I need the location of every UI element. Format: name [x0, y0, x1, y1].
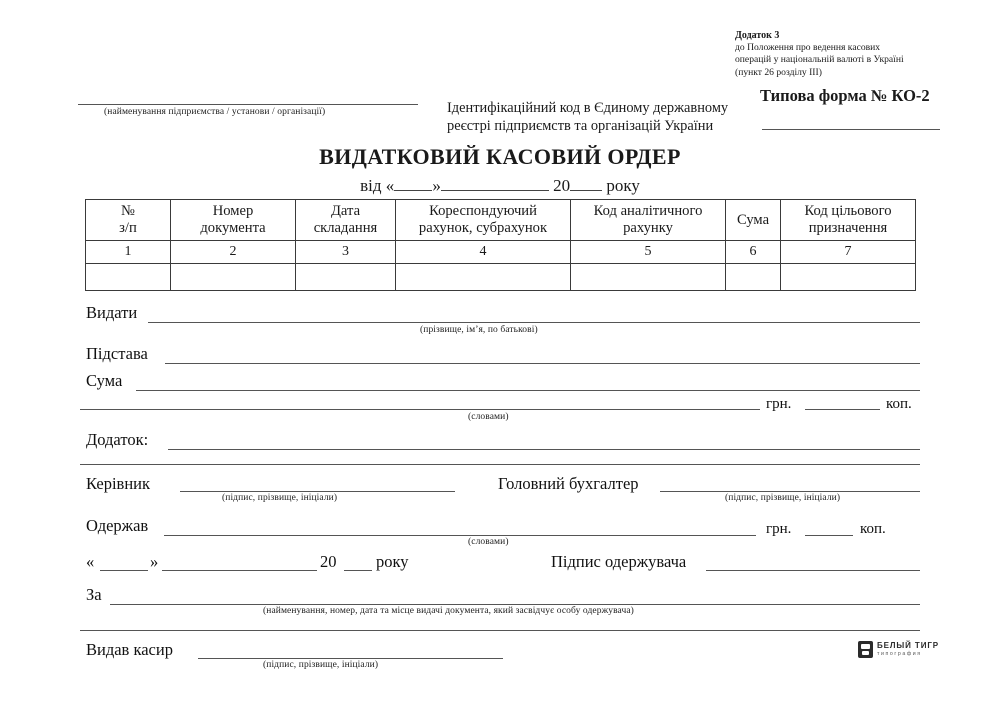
issue-to-blank[interactable]	[148, 322, 920, 323]
identification-code-text	[447, 100, 747, 135]
cell-purpose-code[interactable]	[781, 264, 916, 291]
recipient-signature-label: Підпис одержувача	[551, 552, 687, 571]
col-header-row-number	[86, 200, 171, 241]
col-number-7: 7	[781, 241, 916, 264]
hryvnia-label: грн.	[766, 396, 792, 412]
col-header-sum	[726, 200, 781, 241]
col-number-3: 3	[296, 241, 396, 264]
appendix-line-2: до Положення про ведення касових	[735, 42, 881, 54]
cashier-signature-blank[interactable]	[198, 658, 503, 659]
date-year-prefix: 20	[553, 176, 571, 195]
organisation-name-caption: (найменування підприємства / установи / організації)	[104, 107, 326, 117]
received-blank[interactable]	[164, 535, 756, 536]
entries-table	[85, 199, 916, 291]
col-number-2: 2	[171, 241, 296, 264]
identity-doc-caption: (найменування, номер, дата та місце видачі документа, який засвідчує особу одержувача)	[263, 606, 634, 616]
kopiyka-blank[interactable]	[805, 409, 880, 410]
table-row[interactable]	[86, 264, 916, 291]
sum-blank-line-2[interactable]	[80, 409, 760, 410]
kopiyka-label: коп.	[886, 396, 912, 412]
col-header-corresponding-account-l1: Кореспондуючий	[429, 203, 537, 219]
appendix-line-4: (пункт 26 розділу III)	[735, 66, 822, 78]
receipt-date-day-blank[interactable]	[100, 570, 148, 571]
col-header-compile-date-l2: складання	[313, 220, 378, 236]
issue-to-caption: (прізвище, ім’я, по батькові)	[420, 325, 538, 335]
col-header-document-number-l2: документа	[200, 220, 266, 236]
printer-logo-name: БЕЛЫЙ ТИГР	[877, 640, 940, 650]
date-prefix: від «	[360, 176, 395, 195]
chief-accountant-signature-blank[interactable]	[660, 491, 920, 492]
sum-blank-line-1[interactable]	[136, 390, 920, 391]
appendix-note	[735, 30, 985, 79]
col-header-purpose-code-l2: призначення	[808, 220, 888, 236]
identity-doc-blank-line-2[interactable]	[80, 630, 920, 631]
director-label: Керівник	[86, 474, 151, 493]
receipt-date-quote-close: »	[150, 552, 159, 571]
basis-label: Підстава	[86, 344, 148, 363]
cashier-signature-caption: (підпис, прізвище, ініціали)	[263, 660, 379, 670]
identification-code-line-2: реєстрі підприємств та організацій України	[447, 117, 714, 134]
recipient-signature-blank[interactable]	[706, 570, 920, 571]
attachment-label: Додаток:	[86, 430, 149, 449]
printer-logo	[858, 641, 939, 658]
table-column-number-row	[86, 241, 916, 264]
col-header-analytic-account-code	[571, 200, 726, 241]
receipt-date-year-prefix: 20	[320, 552, 337, 571]
col-header-document-number-l1: Номер	[212, 203, 254, 219]
document-title: ВИДАТКОВИЙ КАСОВИЙ ОРДЕР	[319, 144, 681, 169]
date-year-blank[interactable]	[570, 190, 602, 191]
sum-label: Сума	[86, 371, 123, 390]
attachment-blank-line-1[interactable]	[168, 449, 920, 450]
cell-document-number[interactable]	[171, 264, 296, 291]
date-day-blank[interactable]	[394, 190, 432, 191]
basis-blank[interactable]	[165, 363, 920, 364]
organisation-name-blank[interactable]	[78, 104, 418, 105]
col-header-row-number-l2: з/п	[119, 220, 137, 236]
received-hryvnia-label: грн.	[766, 521, 792, 537]
identity-doc-label: За	[86, 585, 102, 604]
identity-doc-blank[interactable]	[110, 604, 920, 605]
receipt-date-year-blank[interactable]	[344, 570, 372, 571]
col-header-analytic-account-code-l1: Код аналітичного	[593, 203, 703, 219]
identification-code-line-1: Ідентифікаційний код в Єдиному державному	[447, 100, 729, 116]
issue-to-label: Видати	[86, 303, 138, 322]
receipt-date-month-blank[interactable]	[162, 570, 317, 571]
appendix-title: Додаток 3	[735, 30, 780, 41]
attachment-blank-line-2[interactable]	[80, 464, 920, 465]
col-number-5: 5	[571, 241, 726, 264]
receipt-date-quote-open: «	[86, 552, 95, 571]
director-signature-blank[interactable]	[180, 491, 455, 492]
printer-logo-subtitle: типография	[877, 650, 922, 657]
document-date-line	[0, 176, 1000, 196]
col-header-corresponding-account-l2: рахунок, субрахунок	[418, 220, 548, 236]
date-quote-close: »	[432, 176, 441, 195]
chief-accountant-signature-caption: (підпис, прізвище, ініціали)	[725, 493, 841, 503]
identification-code-blank[interactable]	[762, 129, 940, 130]
cashier-label: Видав касир	[86, 640, 173, 659]
col-header-purpose-code	[781, 200, 916, 241]
director-signature-caption: (підпис, прізвище, ініціали)	[222, 493, 338, 503]
col-header-analytic-account-code-l2: рахунку	[623, 220, 673, 236]
col-header-corresponding-account	[396, 200, 571, 241]
table-header-row	[86, 200, 916, 241]
tiger-head-icon	[858, 641, 873, 658]
received-kopiyka-label: коп.	[860, 521, 886, 537]
col-header-row-number-l1: №	[121, 203, 135, 219]
date-month-blank[interactable]	[441, 190, 549, 191]
cell-row-number[interactable]	[86, 264, 171, 291]
col-header-sum-l1: Сума	[736, 211, 770, 228]
col-number-6: 6	[726, 241, 781, 264]
col-header-compile-date-l1: Дата	[330, 203, 361, 219]
appendix-line-3: операцій у національній валюті в Україні	[735, 54, 904, 66]
received-kopiyka-blank[interactable]	[805, 535, 853, 536]
col-header-purpose-code-l1: Код цільового	[804, 203, 892, 219]
cell-sum[interactable]	[726, 264, 781, 291]
col-header-compile-date	[296, 200, 396, 241]
col-number-1: 1	[86, 241, 171, 264]
cell-analytic-account-code[interactable]	[571, 264, 726, 291]
receipt-date-suffix: року	[376, 552, 409, 571]
chief-accountant-label: Головний бухгалтер	[498, 474, 639, 493]
col-number-4: 4	[396, 241, 571, 264]
sum-words-caption: (словами)	[468, 412, 509, 422]
printer-logo-text	[877, 642, 939, 657]
received-words-caption: (словами)	[468, 537, 509, 547]
received-label: Одержав	[86, 516, 149, 535]
cell-compile-date[interactable]	[296, 264, 396, 291]
cell-corresponding-account[interactable]	[396, 264, 571, 291]
col-header-document-number	[171, 200, 296, 241]
date-suffix: року	[606, 176, 640, 195]
form-number: Типова форма № КО-2	[760, 86, 930, 105]
